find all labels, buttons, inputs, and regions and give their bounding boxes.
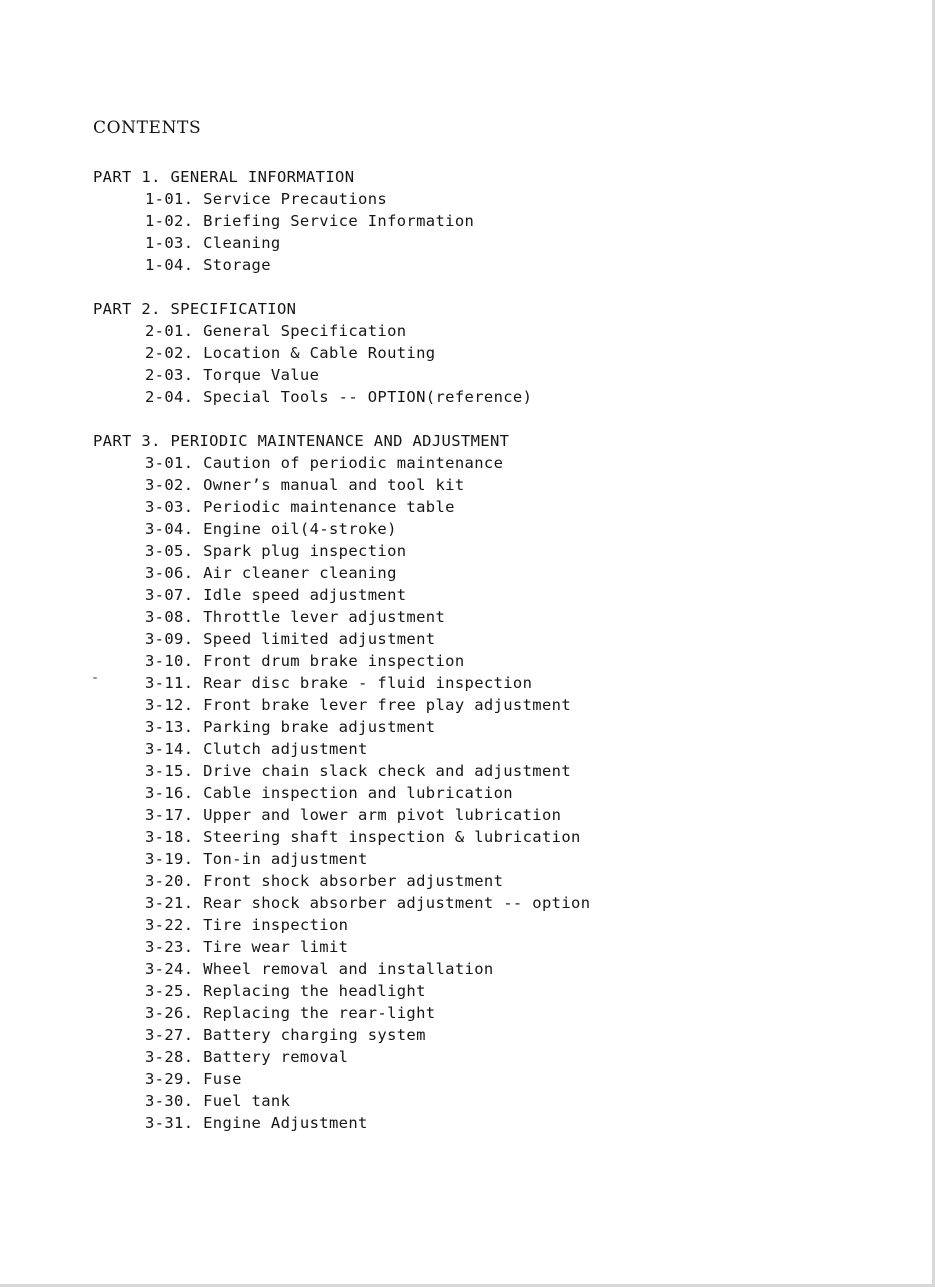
toc-entry[interactable]: [93, 1090, 590, 1112]
toc-entry[interactable]: [93, 474, 590, 496]
toc-entry-separator: [193, 344, 203, 362]
toc-entry-separator: [193, 718, 203, 736]
toc-entry-number: 3-01.: [145, 454, 194, 472]
toc-entry-label: Engine oil(4-stroke): [203, 520, 397, 538]
toc-entry[interactable]: [93, 606, 590, 628]
toc-entry-separator: [193, 894, 203, 912]
toc-entry[interactable]: [93, 892, 590, 914]
toc-entry-number: 3-25.: [145, 982, 194, 1000]
toc-entry-label: Rear shock absorber adjustment -- option: [203, 894, 591, 912]
toc-entry-separator: [193, 586, 203, 604]
toc-entry-number: 3-30.: [145, 1092, 194, 1110]
toc-entry-label: Idle speed adjustment: [203, 586, 407, 604]
toc-part: [93, 430, 590, 1134]
toc-entry-number: 3-29.: [145, 1070, 194, 1088]
toc-entry-separator: [193, 256, 203, 274]
toc-part-heading: PART 3. PERIODIC MAINTENANCE AND ADJUSTMENT: [93, 432, 510, 450]
toc-entry-label: Caution of periodic maintenance: [203, 454, 504, 472]
toc-entry-number: 2-02.: [145, 344, 194, 362]
table-of-contents: [93, 166, 590, 1134]
toc-entry-label: General Specification: [203, 322, 407, 340]
toc-entry-number: 3-15.: [145, 762, 194, 780]
toc-entry-label: Upper and lower arm pivot lubrication: [203, 806, 562, 824]
toc-entry-separator: [193, 652, 203, 670]
toc-part: [93, 166, 590, 276]
toc-entry[interactable]: [93, 1046, 590, 1068]
toc-entry-separator: [193, 696, 203, 714]
toc-entry-separator: [193, 388, 203, 406]
toc-entry-label: Battery charging system: [203, 1026, 426, 1044]
toc-entry-separator: [193, 938, 203, 956]
toc-entry-label: Ton-in adjustment: [203, 850, 368, 868]
toc-entry-number: 3-20.: [145, 872, 194, 890]
toc-entry[interactable]: [93, 826, 590, 848]
toc-entry-separator: [193, 674, 203, 692]
toc-entry-label: Drive chain slack check and adjustment: [203, 762, 572, 780]
toc-entry[interactable]: [93, 782, 590, 804]
toc-entry-separator: [193, 190, 203, 208]
toc-entry[interactable]: [93, 980, 590, 1002]
toc-entry[interactable]: [93, 540, 590, 562]
toc-entry-separator: [193, 454, 203, 472]
toc-entry[interactable]: [93, 650, 590, 672]
toc-entry-separator: [193, 828, 203, 846]
toc-entry-number: 3-21.: [145, 894, 194, 912]
toc-entry-separator: [193, 608, 203, 626]
toc-entry-number: 3-11.: [145, 674, 194, 692]
toc-entry-number: 3-28.: [145, 1048, 194, 1066]
toc-entry-number: 3-07.: [145, 586, 194, 604]
toc-entry-number: 2-01.: [145, 322, 194, 340]
toc-entry-separator: [193, 234, 203, 252]
toc-entry-label: Engine Adjustment: [203, 1114, 368, 1132]
toc-entry[interactable]: [93, 628, 590, 650]
toc-entry-number: 3-18.: [145, 828, 194, 846]
toc-entry-number: 3-12.: [145, 696, 194, 714]
toc-entry[interactable]: [93, 936, 590, 958]
toc-entry-number: 2-03.: [145, 366, 194, 384]
toc-entry[interactable]: [93, 694, 590, 716]
toc-entry[interactable]: [93, 848, 590, 870]
toc-entry-label: Wheel removal and installation: [203, 960, 494, 978]
toc-entry-label: Rear disc brake - fluid inspection: [203, 674, 533, 692]
toc-entry-number: 3-27.: [145, 1026, 194, 1044]
toc-entry-label: Replacing the headlight: [203, 982, 426, 1000]
toc-entry[interactable]: [93, 210, 590, 232]
toc-entry-separator: [193, 212, 203, 230]
toc-entry-label: Replacing the rear-light: [203, 1004, 436, 1022]
toc-entry[interactable]: [93, 760, 590, 782]
toc-entry-number: 3-26.: [145, 1004, 194, 1022]
toc-entry[interactable]: [93, 232, 590, 254]
toc-entry-label: Storage: [203, 256, 271, 274]
toc-entry-label: Briefing Service Information: [203, 212, 475, 230]
toc-entry-separator: [193, 476, 203, 494]
toc-entry-label: Fuse: [203, 1070, 242, 1088]
toc-entry[interactable]: [93, 1068, 590, 1090]
toc-entry-number: 3-19.: [145, 850, 194, 868]
toc-entry[interactable]: [93, 320, 590, 342]
toc-entry-label: Fuel tank: [203, 1092, 291, 1110]
toc-entry[interactable]: [93, 584, 590, 606]
scan-artifact-speck: [93, 677, 97, 679]
toc-entry-label: Parking brake adjustment: [203, 718, 436, 736]
toc-entry[interactable]: [93, 364, 590, 386]
toc-entry-separator: [193, 520, 203, 538]
toc-entry-separator: [193, 564, 203, 582]
toc-entry[interactable]: [93, 804, 590, 826]
toc-entry-number: 1-01.: [145, 190, 194, 208]
toc-entry[interactable]: [93, 518, 590, 540]
toc-entry[interactable]: [93, 1112, 590, 1134]
toc-entry-label: Steering shaft inspection & lubrication: [203, 828, 581, 846]
toc-entry-number: 3-10.: [145, 652, 194, 670]
toc-entry-separator: [193, 762, 203, 780]
toc-entry-number: 3-08.: [145, 608, 194, 626]
toc-entry-label: Clutch adjustment: [203, 740, 368, 758]
toc-entry-label: Front drum brake inspection: [203, 652, 465, 670]
toc-entry-separator: [193, 322, 203, 340]
toc-entry-label: Periodic maintenance table: [203, 498, 455, 516]
toc-entry[interactable]: [93, 958, 590, 980]
toc-entry-number: 3-14.: [145, 740, 194, 758]
toc-entry-separator: [193, 850, 203, 868]
toc-entry-number: 1-04.: [145, 256, 194, 274]
toc-entry-number: 3-04.: [145, 520, 194, 538]
toc-entry-label: Location & Cable Routing: [203, 344, 436, 362]
toc-entry[interactable]: [93, 716, 590, 738]
toc-entry[interactable]: [93, 870, 590, 892]
toc-entry[interactable]: [93, 452, 590, 474]
toc-entry-label: Owner’s manual and tool kit: [203, 476, 465, 494]
toc-entry-number: 3-05.: [145, 542, 194, 560]
toc-entry-separator: [193, 740, 203, 758]
toc-entry[interactable]: [93, 342, 590, 364]
page-title: CONTENTS: [93, 118, 202, 138]
toc-entry-label: Front brake lever free play adjustment: [203, 696, 572, 714]
toc-entry-separator: [193, 784, 203, 802]
toc-entry-separator: [193, 1026, 203, 1044]
toc-entry-number: 3-03.: [145, 498, 194, 516]
toc-entry-label: Special Tools -- OPTION(reference): [203, 388, 533, 406]
toc-entry-label: Spark plug inspection: [203, 542, 407, 560]
toc-entry-number: 3-02.: [145, 476, 194, 494]
toc-entry-separator: [193, 1048, 203, 1066]
toc-entry-number: 3-06.: [145, 564, 194, 582]
toc-entry-number: 2-04.: [145, 388, 194, 406]
toc-entry-label: Front shock absorber adjustment: [203, 872, 504, 890]
toc-entry[interactable]: [93, 914, 590, 936]
toc-entry-label: Battery removal: [203, 1048, 349, 1066]
toc-entry-label: Tire wear limit: [203, 938, 349, 956]
toc-entry-number: 3-17.: [145, 806, 194, 824]
toc-entry-separator: [193, 1070, 203, 1088]
toc-entry-number: 3-22.: [145, 916, 194, 934]
toc-entry[interactable]: [93, 496, 590, 518]
toc-entry-number: 3-09.: [145, 630, 194, 648]
toc-entry-separator: [193, 982, 203, 1000]
toc-entry-number: 3-23.: [145, 938, 194, 956]
toc-entry-label: Throttle lever adjustment: [203, 608, 446, 626]
toc-entry-label: Speed limited adjustment: [203, 630, 436, 648]
toc-entry-number: 3-13.: [145, 718, 194, 736]
toc-entry-label: Torque Value: [203, 366, 320, 384]
toc-entry-separator: [193, 366, 203, 384]
toc-entry-number: 1-02.: [145, 212, 194, 230]
toc-entry[interactable]: [93, 672, 590, 694]
toc-entry-separator: [193, 1004, 203, 1022]
toc-entry-label: Cable inspection and lubrication: [203, 784, 513, 802]
toc-entry[interactable]: [93, 254, 590, 276]
toc-entry-separator: [193, 872, 203, 890]
toc-entry-separator: [193, 542, 203, 560]
toc-entry-label: Cleaning: [203, 234, 281, 252]
toc-entry-number: 3-24.: [145, 960, 194, 978]
toc-entry[interactable]: [93, 386, 590, 408]
toc-entry-separator: [193, 960, 203, 978]
toc-entry-number: 3-31.: [145, 1114, 194, 1132]
toc-entry-separator: [193, 498, 203, 516]
toc-entry[interactable]: [93, 562, 590, 584]
toc-entry-label: Service Precautions: [203, 190, 388, 208]
toc-entry-separator: [193, 916, 203, 934]
toc-entry-separator: [193, 630, 203, 648]
toc-part-heading: PART 1. GENERAL INFORMATION: [93, 168, 355, 186]
toc-entry-label: Air cleaner cleaning: [203, 564, 397, 582]
toc-entry[interactable]: [93, 738, 590, 760]
toc-entry[interactable]: [93, 1024, 590, 1046]
toc-entry[interactable]: [93, 1002, 590, 1024]
toc-entry-number: 1-03.: [145, 234, 194, 252]
toc-part-heading: PART 2. SPECIFICATION: [93, 300, 297, 318]
toc-entry-number: 3-16.: [145, 784, 194, 802]
toc-entry-separator: [193, 1092, 203, 1110]
toc-entry-separator: [193, 1114, 203, 1132]
toc-part: [93, 298, 590, 408]
toc-entry-separator: [193, 806, 203, 824]
toc-entry[interactable]: [93, 188, 590, 210]
toc-entry-label: Tire inspection: [203, 916, 349, 934]
